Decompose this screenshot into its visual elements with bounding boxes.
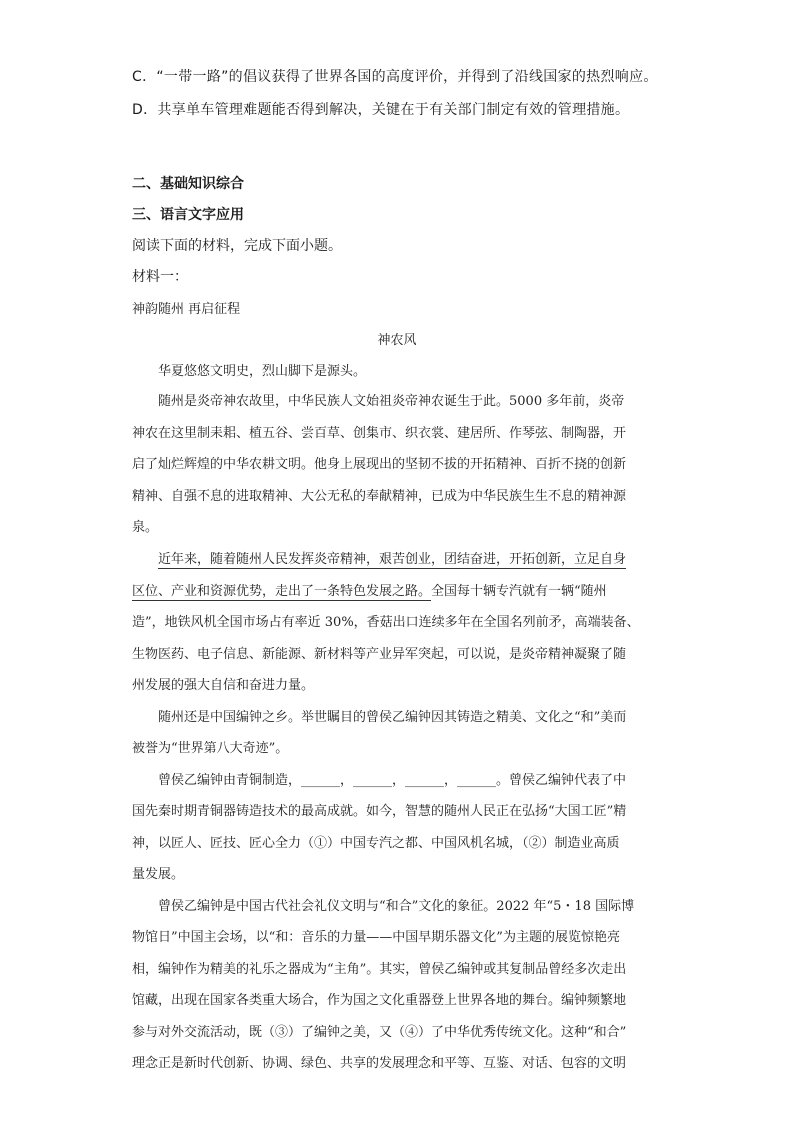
article-line: 启了灿烂辉煌的中华农耕文明。他身上展现出的坚韧不拔的开拓精神、百折不挠的创新 xyxy=(132,457,627,472)
article-line: 华夏悠悠文明史，烈山脚下是源头。 xyxy=(158,364,367,379)
material-label: 材料一： xyxy=(132,269,188,285)
option-d: D．共享单车管理难题能否得到解决，关键在于有关部门制定有效的管理措施。 xyxy=(132,102,630,118)
article-line: 物馆日”中国主会场，以“和：音乐的力量——中国早期乐器文化”为主题的展览惊艳亮 xyxy=(132,930,620,945)
underlined-sentence: 区位、产业和资源优势，走出了一条特色发展之路。 xyxy=(132,584,432,599)
article-line-tail: 全国每十辆专汽就有一辆“随州 xyxy=(431,584,607,599)
article-subtitle: 神农风 xyxy=(377,333,417,348)
article-line: 造”，地铁风机全国市场占有率近 30%，香菇出口连续多年在全国名列前矛，高端装备、 xyxy=(132,615,640,630)
article-line: 国先秦时期青铜器铸造技术的最高成就。如今，智慧的随州人民正在弘扬“大国工匠”精 xyxy=(132,804,627,819)
article-line: 曾侯乙编钟由青铜制造，______，______，______，______。曾侯乙编钟代表了中 xyxy=(158,773,627,788)
article-line: 随州是炎帝神农故里，中华民族人文始祖炎帝神农诞生于此。5000 多年前，炎帝 xyxy=(158,394,625,409)
article-line: 相，编钟作为精美的礼乐之器成为“主角”。其实，曾侯乙编钟或其复制品曾经多次走出 xyxy=(132,962,627,977)
article-line: 精神、自强不息的进取精神、大公无私的奉献精神，已成为中华民族生生不息的精神源 xyxy=(132,489,627,504)
section-heading-3: 三、语言文字应用 xyxy=(132,207,244,223)
option-c: C．“一带一路”的倡议获得了世界各国的高度评价，并得到了沿线国家的热烈响应。 xyxy=(132,69,658,85)
article-line: 被誉为“世界第八大奇迹”。 xyxy=(132,741,289,756)
article-line: 量发展。 xyxy=(132,867,185,882)
article-line: 泉。 xyxy=(132,520,159,535)
article-line: 随州还是中国编钟之乡。举世瞩目的曾侯乙编钟因其铸造之精美、文化之“和”美而 xyxy=(158,710,627,725)
article-title: 神韵随州 再启征程 xyxy=(132,302,241,317)
instruction-text: 阅读下面的材料，完成下面小题。 xyxy=(132,238,342,254)
article-line: 理念正是新时代创新、协调、绿色、共享的发展理念和平等、互鉴、对话、包容的文明 xyxy=(132,1056,627,1071)
underlined-sentence: 近年来，随着随州人民发挥炎帝精神，艰苦创业，团结奋进，开拓创新，立足自身 xyxy=(158,548,626,569)
article-line xyxy=(132,580,607,599)
article-line: 神，以匠人、匠技、匠心全力（①）中国专汽之都、中国风机名城，（②）制造业高质 xyxy=(132,836,620,851)
article-line: 参与对外交流活动，既（③）了编钟之美，又（④）了中华优秀传统文化。这种“和合” xyxy=(132,1025,627,1040)
section-heading-2: 二、基础知识综合 xyxy=(132,176,244,192)
article-line: 曾侯乙编钟是中国古代社会礼仪文明与“和合”文化的象征。2022 年“5・18 国际博 xyxy=(158,899,635,914)
article-line: 馆藏，出现在国家各类重大场合，作为国之文化重器登上世界各地的舞台。编钟频繁地 xyxy=(132,993,627,1008)
article-line: 神农在这里制耒耜、植五谷、尝百草、创集市、织衣裳、建居所、作琴弦、制陶器，开 xyxy=(132,426,627,441)
article-line: 生物医药、电子信息、新能源、新材料等产业异军突起，可以说，是炎帝精神凝聚了随 xyxy=(132,647,627,662)
article-line: 州发展的强大自信和奋进力量。 xyxy=(132,678,315,693)
